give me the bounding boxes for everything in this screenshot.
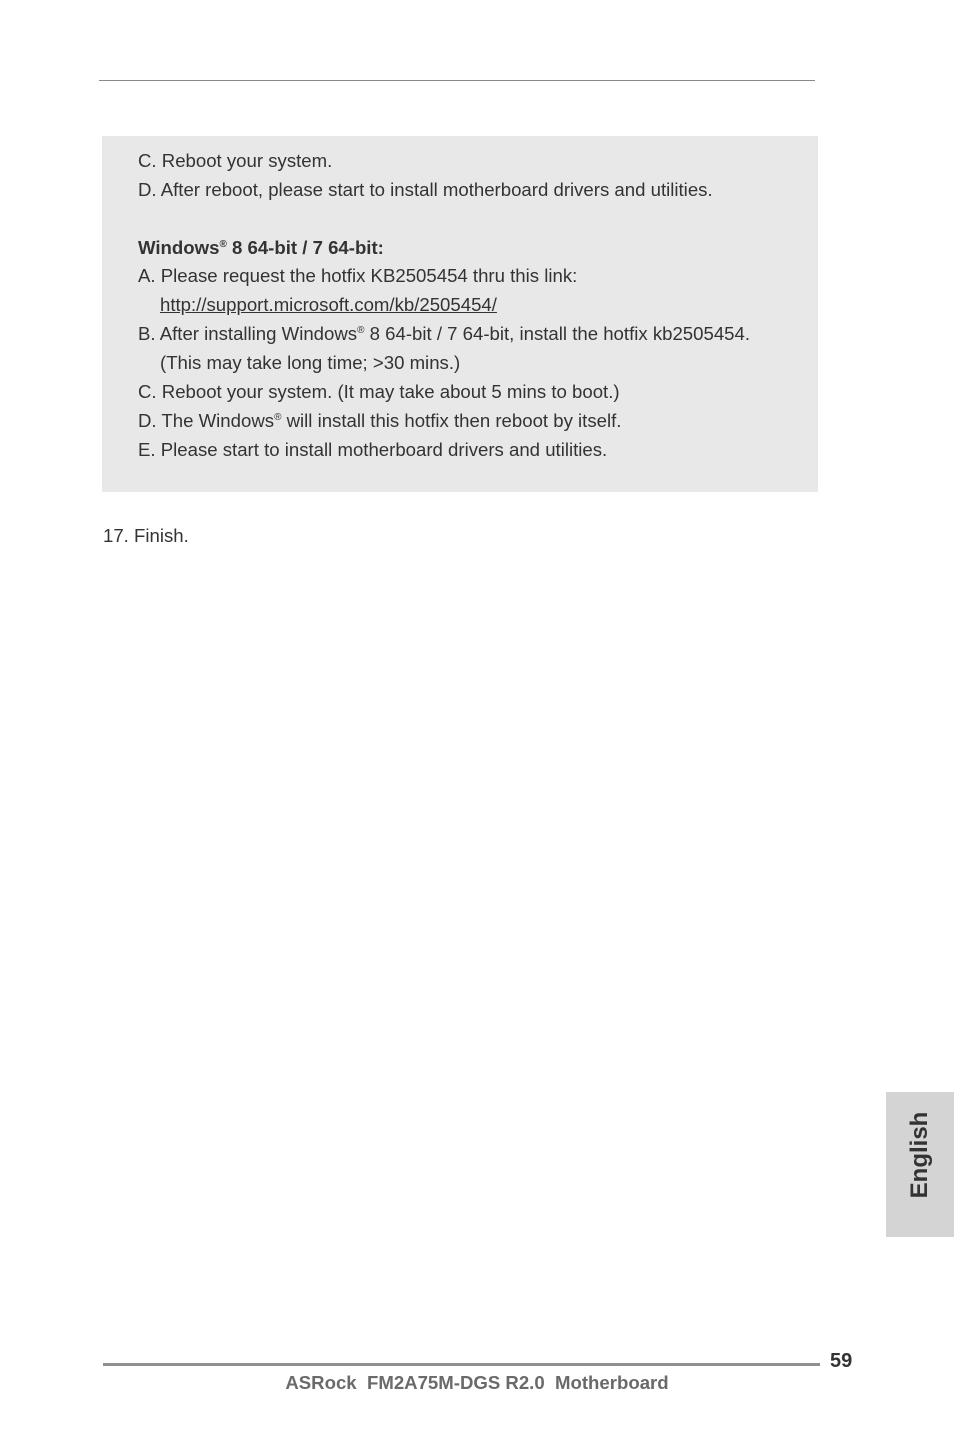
step-d	[138, 410, 621, 432]
note-line-c: C. Reboot your system.	[138, 150, 333, 171]
step-d-post: will install this hotfix then reboot by itself.	[281, 410, 622, 431]
windows-heading-post: 8 64-bit / 7 64-bit:	[226, 237, 384, 258]
registered-mark: ®	[357, 325, 365, 336]
step-b	[138, 323, 750, 345]
step-b-post: 8 64-bit / 7 64-bit, install the hotfix kb2505454.	[364, 323, 751, 344]
hotfix-link[interactable]: http://support.microsoft.com/kb/2505454/	[160, 294, 497, 315]
top-rule	[99, 80, 815, 81]
page-number: 59	[830, 1350, 853, 1372]
footer-product: ASRock FM2A75M-DGS R2.0 Motherboard	[285, 1372, 669, 1393]
note-line-d: D. After reboot, please start to install motherboard drivers and utilities.	[138, 179, 713, 200]
step-17-finish: 17. Finish.	[103, 525, 189, 546]
windows-heading	[138, 237, 384, 259]
step-c: C. Reboot your system. (It may take about 5 mins to boot.)	[138, 381, 620, 402]
step-b-pre: B. After installing Windows	[138, 323, 358, 344]
registered-mark: ®	[274, 412, 282, 423]
step-e: E. Please start to install motherboard drivers and utilities.	[138, 439, 608, 460]
step-a: A. Please request the hotfix KB2505454 thru this link:	[138, 265, 578, 286]
step-b-note: (This may take long time; >30 mins.)	[160, 352, 461, 373]
registered-mark: ®	[219, 239, 227, 250]
step-d-pre: D. The Windows	[138, 410, 275, 431]
language-tab-label: English	[906, 1111, 933, 1199]
windows-heading-pre: Windows	[138, 237, 220, 258]
bottom-rule	[103, 1363, 820, 1366]
